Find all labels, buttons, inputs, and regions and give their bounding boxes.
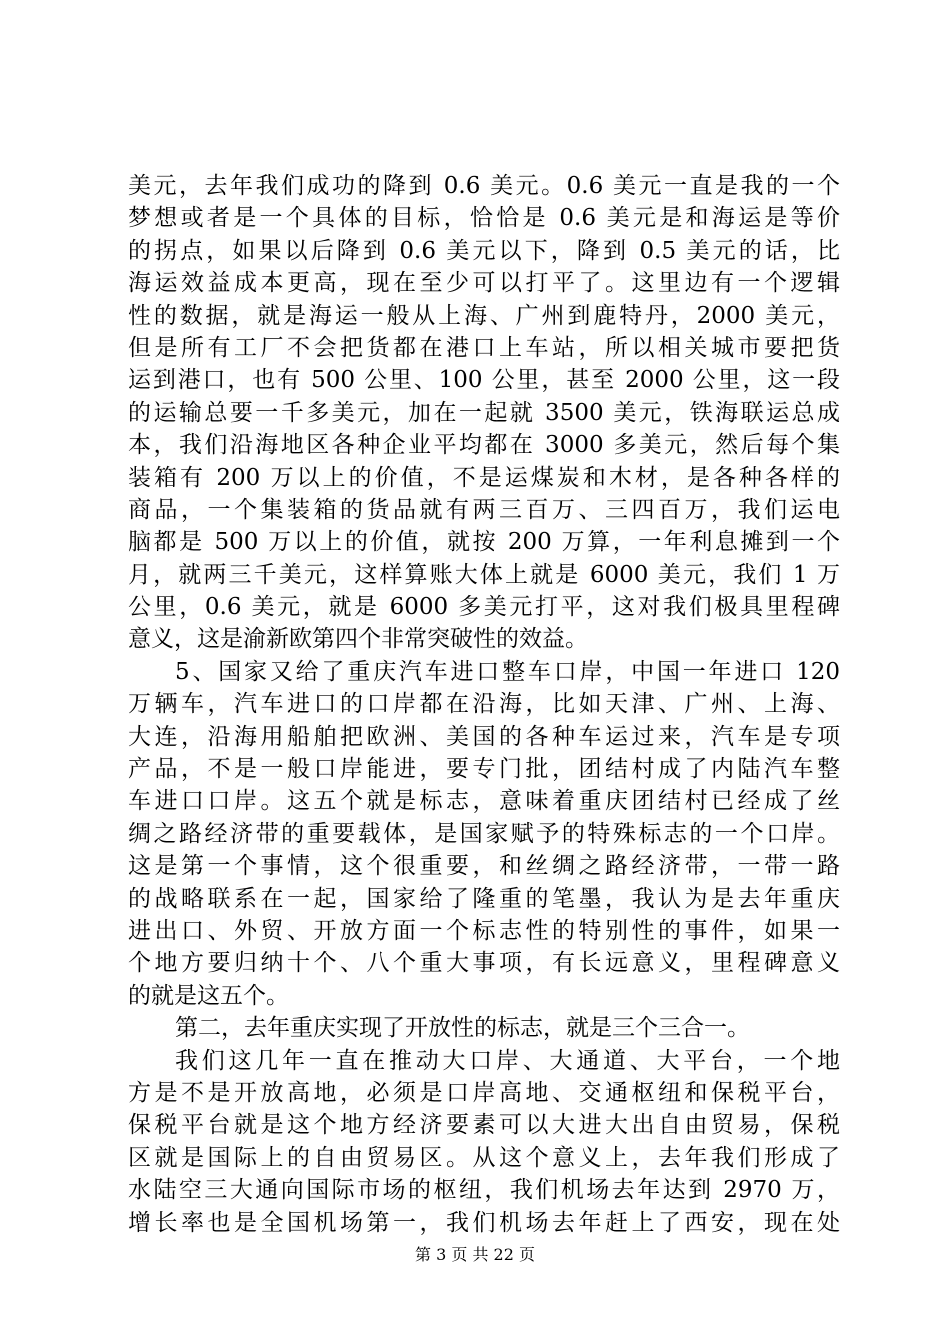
text-line: 美元，去年我们成功的降到 0.6 美元。0.6 美元一直是我的一个 xyxy=(128,173,840,199)
text-line: 脑都是 500 万以上的价值，就按 200 万算，一年利息摊到一个 xyxy=(128,529,840,556)
text-line: 的运输总要一千多美元，加在一起就 3500 美元，铁海联运总成 xyxy=(128,399,840,426)
text-line: 这是第一个事情，这个很重要，和丝绸之路经济带，一带一路 xyxy=(128,853,840,880)
text-line: 我们这几年一直在推动大口岸、大通道、大平台，一个地 xyxy=(175,1047,840,1074)
text-line: 意义，这是渝新欧第四个非常突破性的效益。 xyxy=(128,626,588,653)
text-line: 产品，不是一般口岸能进，要专门批，团结村成了内陆汽车整 xyxy=(128,756,840,783)
text-line: 但是所有工厂不会把货都在港口上车站，所以相关城市要把货 xyxy=(128,334,840,361)
text-line: 性的数据，就是海运一般从上海、广州到鹿特丹，2000 美元， xyxy=(128,302,840,329)
text-line: 第二，去年重庆实现了开放性的标志，就是三个三合一。 xyxy=(175,1015,750,1042)
text-line: 5、国家又给了重庆汽车进口整车口岸，中国一年进口 120 xyxy=(175,658,840,685)
text-line: 大连，沿海用船舶把欧洲、美国的各种车运过来，汽车是专项 xyxy=(128,723,840,750)
text-line: 公里，0.6 美元，就是 6000 多美元打平，这对我们极具里程碑 xyxy=(128,594,840,621)
text-line: 梦想或者是一个具体的目标，恰恰是 0.6 美元是和海运是等价 xyxy=(128,205,840,232)
text-line: 区就是国际上的自由贸易区。从这个意义上，去年我们形成了 xyxy=(128,1144,840,1171)
text-line: 保税平台就是这个地方经济要素可以大进大出自由贸易，保税 xyxy=(128,1112,840,1139)
page-footer: 第 3 页 共 22 页 xyxy=(415,1245,535,1264)
text-line: 的就是这五个。 xyxy=(128,982,289,1009)
text-line: 的拐点，如果以后降到 0.6 美元以下，降到 0.5 美元的话，比 xyxy=(128,237,840,264)
text-line: 车进口口岸。这五个就是标志，意味着重庆团结村已经成了丝 xyxy=(128,788,840,815)
text-line: 海运效益成本更高，现在至少可以打平了。这里边有一个逻辑 xyxy=(128,270,840,297)
text-line: 商品，一个集装箱的货品就有两三百万、三四百万，我们运电 xyxy=(128,496,840,523)
text-line: 增长率也是全国机场第一，我们机场去年赶上了西安，现在处 xyxy=(128,1209,840,1236)
text-line: 月，就两三千美元，这样算账大体上就是 6000 美元，我们 1 万 xyxy=(128,561,840,588)
text-line: 绸之路经济带的重要载体，是国家赋予的特殊标志的一个口岸。 xyxy=(128,820,840,847)
text-line: 装箱有 200 万以上的价值，不是运煤炭和木材，是各种各样的 xyxy=(128,464,840,491)
text-line: 本，我们沿海地区各种企业平均都在 3000 多美元，然后每个集 xyxy=(128,432,840,459)
text-line: 水陆空三大通向国际市场的枢纽，我们机场去年达到 2970 万， xyxy=(128,1177,840,1204)
text-line: 运到港口，也有 500 公里、100 公里，甚至 2000 公里，这一段 xyxy=(128,367,840,394)
body-text xyxy=(128,170,840,1239)
text-line: 方是不是开放高地，必须是口岸高地、交通枢纽和保税平台， xyxy=(128,1079,840,1106)
text-line: 进出口、外贸、开放方面一个标志性的特别性的事件，如果一 xyxy=(128,917,840,944)
text-line: 个地方要归纳十个、八个重大事项，有长远意义，里程碑意义 xyxy=(128,950,840,977)
text-line: 万辆车，汽车进口的口岸都在沿海，比如天津、广州、上海、 xyxy=(128,691,840,718)
text-line: 的战略联系在一起，国家给了隆重的笔墨，我认为是去年重庆 xyxy=(128,885,840,912)
